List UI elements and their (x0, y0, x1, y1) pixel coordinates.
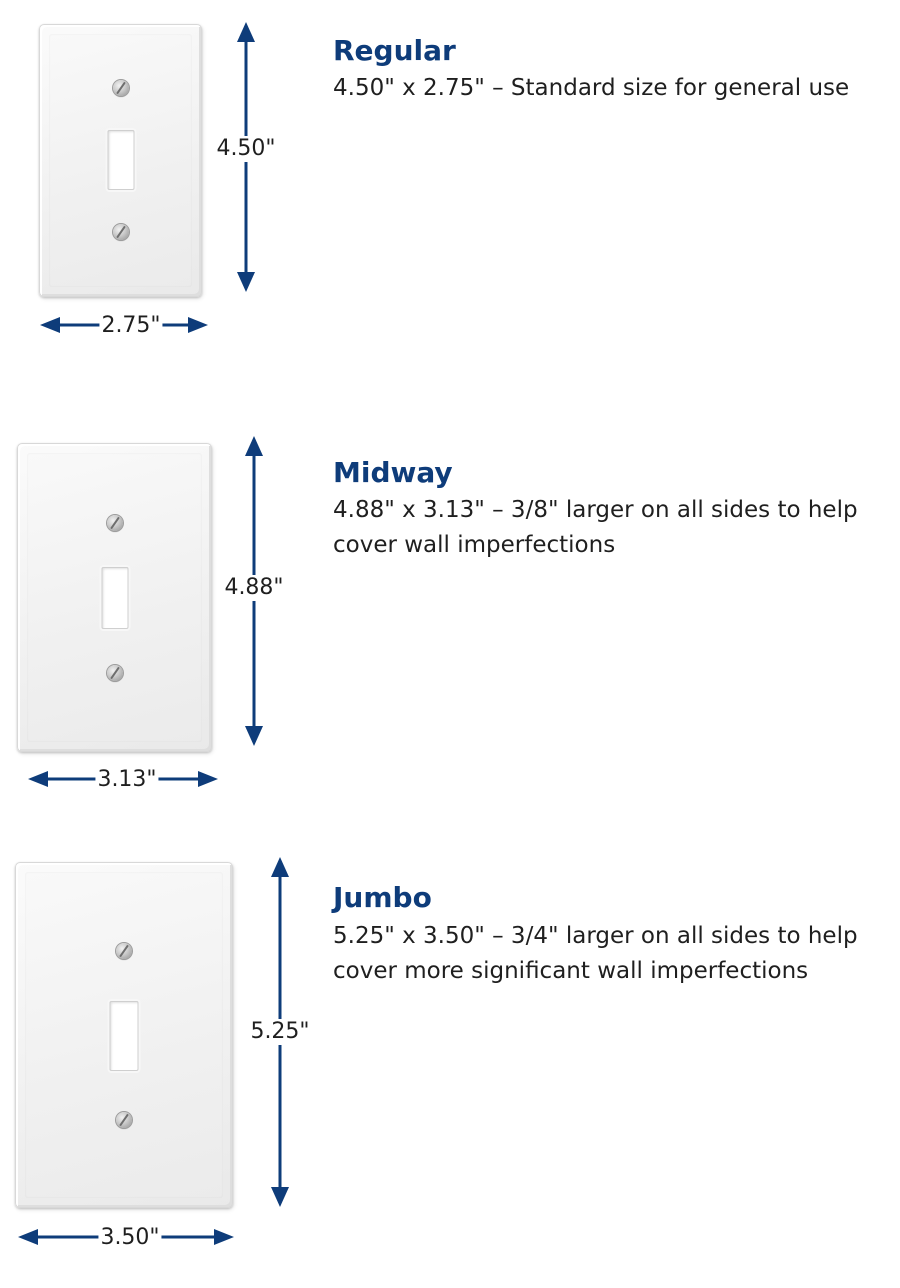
top-screw-icon (116, 943, 132, 959)
toggle-opening (108, 130, 135, 190)
midway-height-label: 4.88" (224, 575, 284, 600)
bottom-screw-icon (113, 224, 129, 240)
jumbo-title: Jumbo (333, 881, 432, 914)
midway-width-label: 3.13" (97, 767, 157, 792)
toggle-opening (110, 1001, 139, 1071)
jumbo-description: 5.25" x 3.50" – 3/4" larger on all sides to help cover more significant wall imperfections (333, 923, 858, 984)
jumbo-height-label: 5.25" (250, 1019, 310, 1044)
jumbo-width-label: 3.50" (100, 1225, 160, 1250)
regular-width-label: 2.75" (101, 313, 161, 338)
midway-description: 4.88" x 3.13" – 3/8" larger on all sides to help cover wall imperfections (333, 497, 858, 558)
toggle-opening (102, 567, 129, 629)
regular-wall-plate (39, 24, 202, 297)
midway-title: Midway (333, 456, 453, 489)
regular-height-label: 4.50" (216, 136, 276, 161)
top-screw-icon (107, 515, 123, 531)
bottom-screw-icon (116, 1112, 132, 1128)
regular-title: Regular (333, 34, 456, 67)
jumbo-wall-plate (15, 862, 233, 1208)
top-screw-icon (113, 80, 129, 96)
midway-wall-plate (17, 443, 212, 752)
regular-description: 4.50" x 2.75" – Standard size for general use (333, 75, 850, 101)
bottom-screw-icon (107, 665, 123, 681)
